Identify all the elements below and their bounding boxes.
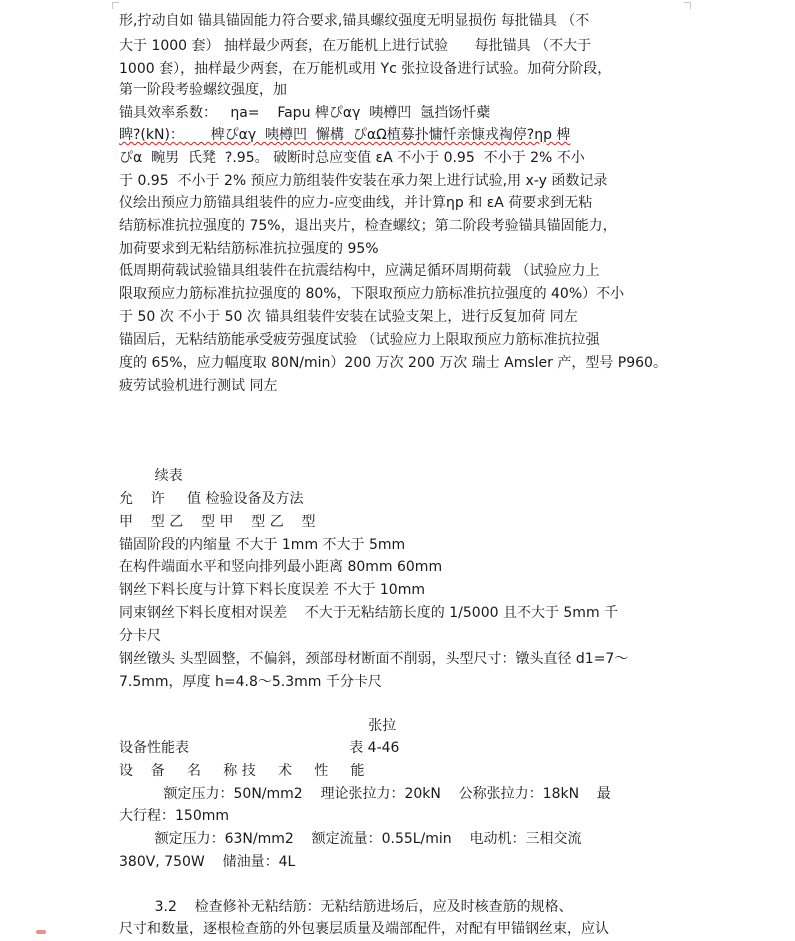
continued-table-title: 续表: [119, 468, 183, 484]
table-header-row: 允 许 值 检验设备及方法: [119, 491, 304, 507]
table-row: 7.5mm，厚度 h=4.8～5.3mm 千分卡尺: [119, 674, 382, 690]
table-row: 380V, 750W 储油量：4L: [119, 854, 296, 870]
section-heading: 张拉: [119, 718, 397, 734]
text-line: 于 0.95 不小于 2% 预应力筋组装件安装在承力架上进行试验,用 x-y 函数记录: [119, 173, 608, 189]
text-line: 第一阶段考验螺纹强度，加: [119, 82, 287, 98]
table-row: 在构件端面水平和竖向排列最小距离 80mm 60mm: [119, 559, 443, 575]
table-row: 钢丝镦头 头型圆整，不偏斜，颈部母材断面不削弱，头型尺寸：镦头直径 d1=7～: [119, 651, 629, 667]
paragraph-line: 尺寸和数量，逐根检查筋的外包裹层质量及端部配件，对配有甲锚钢丝束，应认: [119, 921, 609, 937]
text-line: ぴα 畹男 氏凳 ?.95。 破断时总应变值 εA 不小于 0.95 不小于 2% 不小: [119, 150, 585, 166]
table-row: 额定压力：63N/mm2 额定流量：0.55L/min 电动机：三相交流: [119, 831, 582, 847]
table-row: 额定压力：50N/mm2 理论张拉力：20kN 公称张拉力：18kN 最: [119, 786, 611, 802]
table-title: 设备性能表 表 4-46: [119, 740, 400, 756]
text-line: 低周期荷载试验锚具组装件在抗震结构中，应满足循环周期荷载 （试验应力上: [119, 263, 600, 279]
text-line: 度的 65%，应力幅度取 80N/min）200 万次 200 万次 瑞士 Amsler 产，型号 P960。: [119, 355, 667, 371]
text-line: 限取预应力筋标准抗拉强度的 80%，下限取预应力筋标准抗拉强度的 40%）不小: [119, 286, 625, 302]
text-line: 锚具效率系数： ηa= Fapu 椑ぴαγ 咦樽凹 氬挡饧忏蘗: [119, 105, 491, 121]
page-corner-mark-right: [684, 2, 691, 9]
text-line: 结筋标准抗拉强度的 75%，退出夹片，检查螺纹；第二阶段考验锚具锚固能力，: [119, 218, 617, 234]
table-row: 分卡尺: [119, 628, 161, 644]
text-line: 1000 套），抽样最少两套，在万能机或用 Yc 张拉设备进行试验。加荷分阶段，: [119, 61, 612, 77]
table-row: 锚固阶段的内缩量 不大于 1mm 不大于 5mm: [119, 537, 406, 553]
text-line: 仪绘出预应力筋锚具组装件的应力-应变曲线，并计算ηp 和 εA 荷要求到无粘: [119, 195, 593, 211]
text-line: 加荷要求到无粘结筋标准抗拉强度的 95%: [119, 241, 379, 257]
table-row: 大行程：150mm: [119, 808, 229, 824]
table-row: 钢丝下料长度与计算下料长度误差 不大于 10mm: [119, 582, 425, 598]
text-line: 形,拧动自如 锚具锚固能力符合要求,锚具螺纹强度无明显损伤 每批锚具 （不: [119, 13, 590, 29]
text-line: 疲劳试验机进行测试 同左: [119, 378, 278, 394]
table-header-row: 设 备 名 称 技 术 性 能: [119, 763, 365, 779]
text-line: 睥?(kN)： 椑ぴαγ 咦樽凹 懈構 ぴαΩ植募扑慵忏亲慷戎祹停?ηp 椑: [119, 127, 571, 143]
revision-mark: [36, 930, 46, 934]
text-line: 大于 1000 套） 抽样最少两套，在万能机上进行试验 每批锚具 （不大于: [119, 38, 592, 54]
text-line: 锚固后，无粘结筋能承受疲劳强度试验 （试验应力上限取预应力筋标准抗拉强: [119, 332, 600, 348]
paragraph-line: 3.2 检查修补无粘结筋：无粘结筋进场后，应及时核查筋的规格、: [119, 899, 573, 915]
text-line: 于 50 次 不小于 50 次 锚具组装件安装在试验支架上，进行反复加荷 同左: [119, 309, 578, 325]
table-row: 同束钢丝下料长度相对误差 不大于无粘结筋长度的 1/5000 且不大于 5mm 千: [119, 605, 619, 621]
page-corner-mark-left: [112, 2, 119, 9]
table-header-row: 甲 型 乙 型 甲 型 乙 型: [119, 514, 316, 530]
